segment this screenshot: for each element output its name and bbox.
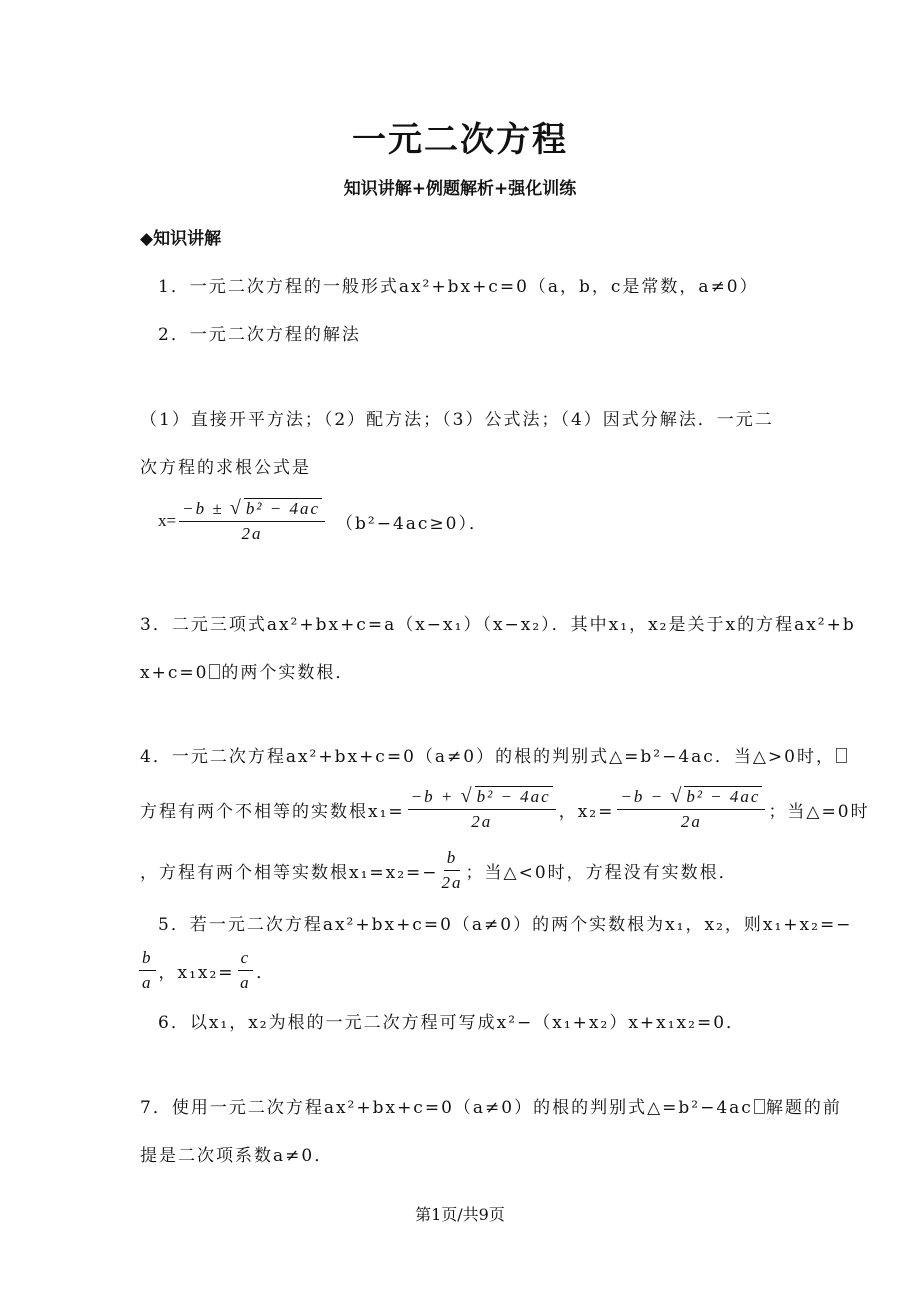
- item-7-tail: 解题的前: [765, 1098, 842, 1118]
- root-x1-radicand: b² − 4ac: [476, 787, 551, 806]
- item-4-line-3-post: ；当△<0时，方程没有实数根．: [465, 863, 738, 883]
- formula-fraction: [179, 498, 325, 544]
- radical-sign: √: [460, 785, 474, 807]
- radical-sign: √: [229, 497, 243, 519]
- item-2-solution-methods: 2．一元二次方程的解法: [158, 325, 361, 345]
- item-4-line-2-post: ；当△=0时: [768, 801, 870, 822]
- section-heading: ◆知识讲解: [140, 229, 222, 249]
- root-x1-fraction: [408, 786, 556, 832]
- item-5-line-2: [136, 948, 275, 993]
- item-7-line-2: 提是二次项系数a≠0．: [140, 1146, 334, 1166]
- formula-lhs: x=: [158, 511, 177, 530]
- double-root-numerator: b: [444, 848, 461, 871]
- formula-condition: （b²−4ac≥0）．: [336, 513, 488, 534]
- item-6: 6．以x₁，x₂为根的一元二次方程可写成x²−（x₁+x₂）x+x₁x₂=0．: [158, 1013, 746, 1033]
- item-4-text: 4．一元二次方程ax²+bx+c=0（a≠0）的根的判别式△=b²−4ac．当△>0时，: [140, 747, 835, 767]
- root-x2-radicand: b² − 4ac: [686, 787, 761, 806]
- item-3-line-2: [140, 658, 354, 683]
- item-4-line-2-mid: ，x₂=: [558, 801, 615, 822]
- root-x2-fraction: [617, 786, 765, 832]
- sum-denominator: a: [142, 973, 153, 992]
- item-3-equation: x+c=0: [140, 663, 209, 683]
- item-4-line-1: [140, 742, 848, 767]
- item-1-general-form: 1．一元二次方程的一般形式ax²+bx+c=0（a，b，c是常数，a≠0）: [158, 277, 759, 297]
- item-3-line-1: 3．二元三项式ax²+bx+c=a（x−x₁）（x−x₂）．其中x₁，x₂是关于x的方程ax²+b: [140, 615, 856, 635]
- page-title: 一元二次方程: [352, 120, 568, 160]
- item-3-tail: 的两个实数根．: [221, 663, 355, 683]
- product-fraction: [238, 948, 254, 993]
- item-4-line-2-pre: 方程有两个不相等的实数根x₁=: [140, 801, 405, 822]
- methods-line-2: 次方程的求根公式是: [140, 458, 311, 478]
- methods-line-1: （1）直接开平方法；（2）配方法；（3）公式法；（4）因式分解法．一元二: [140, 410, 774, 430]
- root-x2-denominator: 2a: [680, 812, 702, 831]
- item-5-line-1: 5．若一元二次方程ax²+bx+c=0（a≠0）的两个实数根为x₁，x₂，则x₁+x₂=−: [158, 915, 853, 935]
- radical-sign: √: [670, 785, 684, 807]
- page-subtitle: 知识讲解+例题解析+强化训练: [343, 179, 577, 199]
- formula-num-pre: −b ±: [182, 499, 230, 518]
- formula-denominator: 2a: [241, 524, 263, 543]
- page-footer: 第1页/共9页: [415, 1205, 505, 1224]
- item-4-line-2: [140, 786, 870, 832]
- missing-glyph-box: [754, 1099, 765, 1114]
- root-x2-num-pre: −b −: [620, 787, 671, 806]
- item-7-text: 7．使用一元二次方程ax²+bx+c=0（a≠0）的根的判别式△=b²−4ac: [140, 1098, 753, 1118]
- quadratic-formula: [158, 498, 488, 544]
- formula-radicand: b² − 4ac: [245, 499, 321, 518]
- sum-numerator: b: [139, 948, 156, 971]
- sum-fraction: [139, 948, 156, 993]
- product-denominator: a: [240, 973, 251, 992]
- item-4-line-3: [140, 848, 738, 893]
- missing-glyph-box: [836, 748, 847, 763]
- root-x1-denominator: 2a: [471, 812, 493, 831]
- item-5-mid: ，x₁x₂=: [158, 963, 235, 983]
- item-5-post: ．: [256, 963, 276, 983]
- root-x1-num-pre: −b +: [410, 787, 461, 806]
- double-root-fraction: [442, 848, 463, 893]
- item-4-line-3-pre: ，方程有两个相等实数根x₁=x₂=−: [140, 863, 439, 883]
- item-7-line-1: [140, 1093, 842, 1118]
- product-numerator: c: [238, 948, 254, 971]
- missing-glyph-box: [209, 664, 220, 679]
- double-root-denominator: 2a: [441, 873, 463, 892]
